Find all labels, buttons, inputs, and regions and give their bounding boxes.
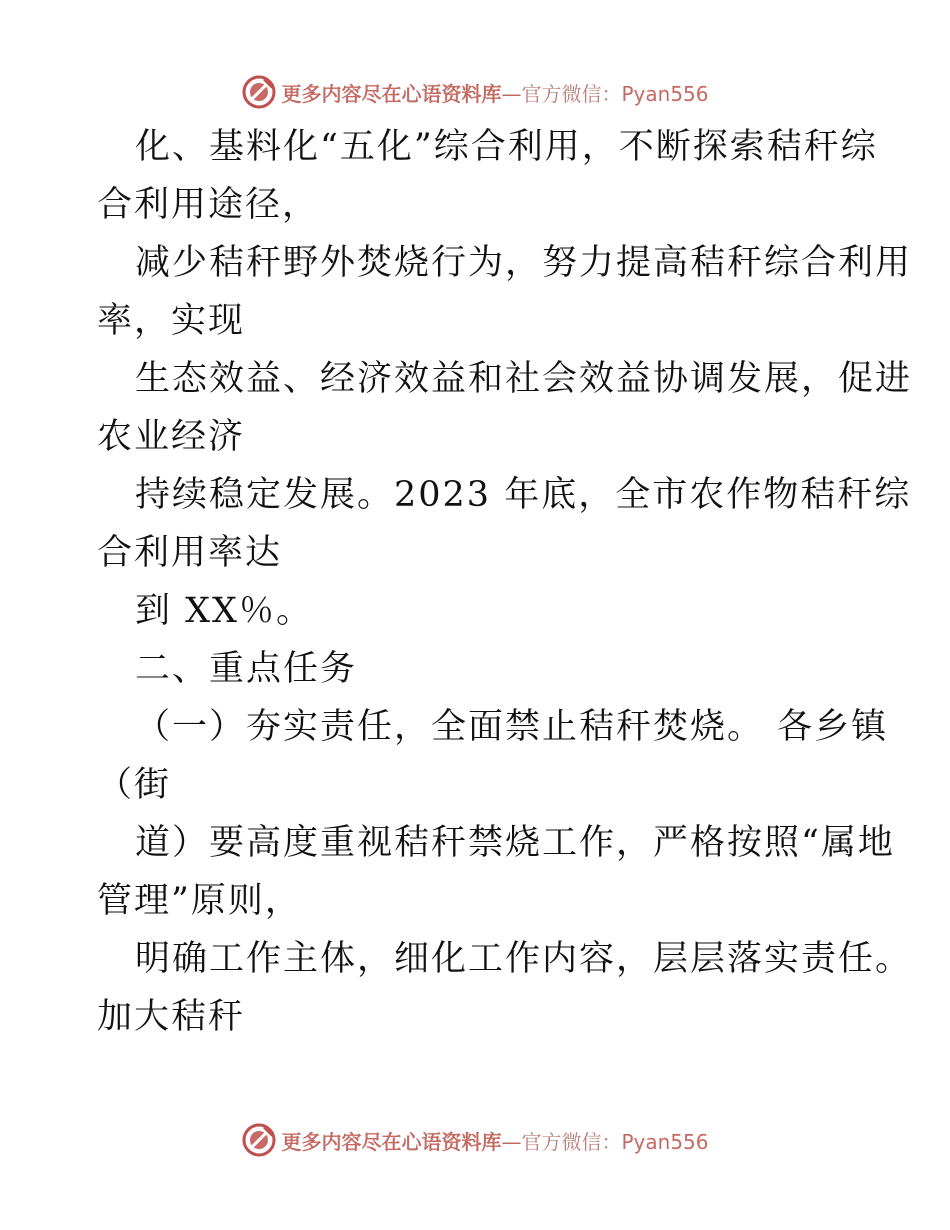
body-line: （街: [97, 765, 172, 805]
watermark-dash: —: [501, 81, 522, 106]
header-watermark: [0, 70, 950, 114]
body-line: 减少秸秆野外焚烧行为，努力提高秸秆综合利用: [135, 243, 913, 283]
watermark-dash: —: [501, 1129, 522, 1154]
body-line: 管理”原则，: [97, 881, 302, 921]
watermark-main: 更多内容尽在心语资料库: [281, 1129, 502, 1154]
watermark-id: Pyan556: [621, 1129, 709, 1154]
section-heading: 二、重点任务: [135, 649, 358, 689]
watermark-text: [281, 78, 708, 107]
footer-watermark: [0, 1118, 950, 1162]
watermark-main: 更多内容尽在心语资料库: [281, 81, 502, 106]
body-line: 持续稳定发展。2023 年底，全市农作物秸秆综: [135, 475, 912, 515]
watermark-text: [281, 1126, 708, 1155]
seal-logo-icon: [241, 1122, 277, 1158]
body-line: 合利用率达: [97, 533, 283, 573]
body-line: 合利用途径，: [97, 185, 320, 225]
seal-logo-icon: [241, 74, 277, 110]
watermark-id: Pyan556: [621, 81, 709, 106]
body-line: 道）要高度重视秸秆禁烧工作，严格按照“属地: [135, 823, 895, 863]
body-line: 明确工作主体，细化工作内容，层层落实责任。: [135, 939, 913, 979]
body-line: 到 XX％。: [135, 591, 313, 631]
body-line: 化、基料化“五化”综合利用，不断探索秸秆综: [135, 127, 878, 167]
body-line: 加大秸秆: [97, 997, 246, 1037]
body-line: 率，实现: [97, 301, 246, 341]
watermark-sub: 官方微信：: [521, 1129, 622, 1154]
body-line: 生态效益、经济效益和社会效益协调发展，促进: [135, 359, 913, 399]
document-body: [97, 118, 913, 1046]
watermark-sub: 官方微信：: [521, 81, 622, 106]
subsection-heading: （一）夯实责任，全面禁止秸秆焚烧。 各乡镇: [135, 707, 889, 747]
body-line: 农业经济: [97, 417, 246, 457]
